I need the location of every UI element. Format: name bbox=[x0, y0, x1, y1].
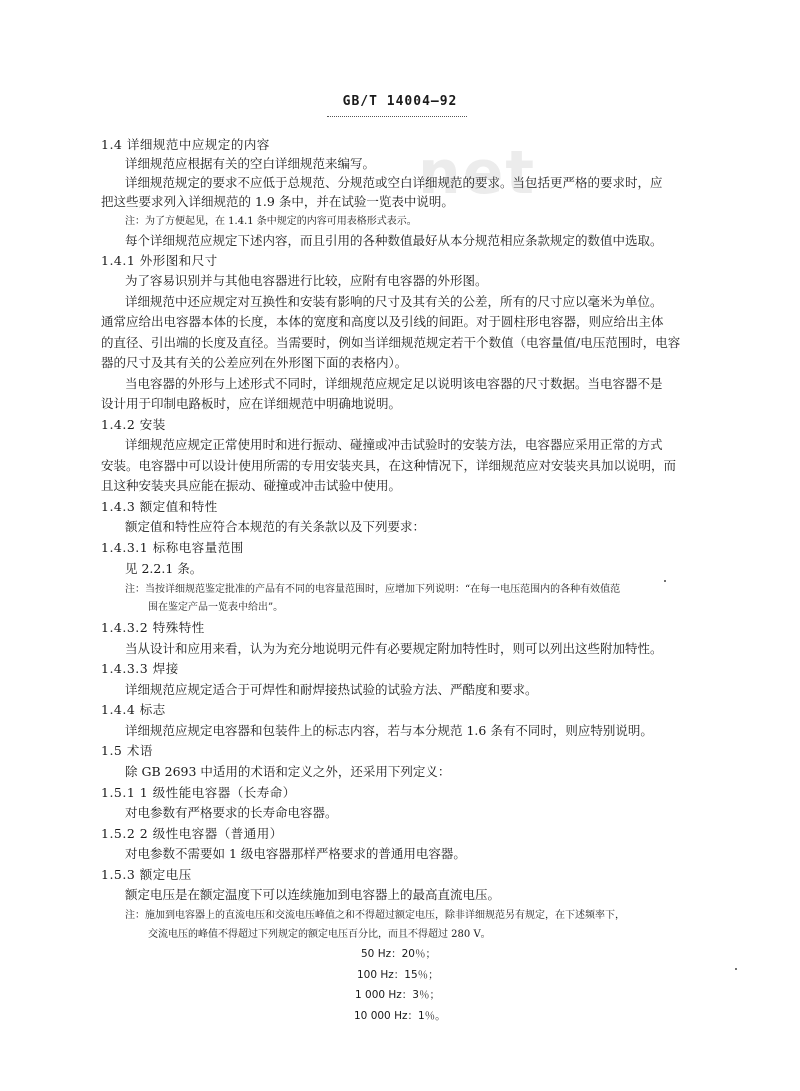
paragraph-line: 详细规范规定的要求不应低于总规范、分规范或空白详细规范的要求。当包括更严格的要求时，应 bbox=[125, 175, 663, 190]
section-heading-1-4-2: 1.4.2 安装 bbox=[101, 417, 166, 432]
note-line: 注：施加到电容器上的直流电压和交流电压峰值之和不得超过额定电压，除非详细规范另有规定，在下述频率下， bbox=[125, 910, 625, 921]
paragraph-line: 器的尺寸及其有关的公差应列在外形图下面的表格内）。 bbox=[101, 355, 408, 370]
note-line: 注：为了方便起见，在 1.4.1 条中规定的内容可用表格形式表示。 bbox=[125, 216, 417, 227]
paragraph-line: 把这些要求列入详细规范的 1.9 条中，并在试验一览表中说明。 bbox=[101, 194, 454, 209]
scan-speck bbox=[735, 968, 737, 970]
paragraph-line: 详细规范中还应规定对互换性和安装有影响的尺寸及其有关的公差，所有的尺寸应以毫米为单位。 bbox=[125, 294, 663, 309]
scan-speck bbox=[664, 580, 666, 582]
note-line: 注：当按详细规范鉴定批准的产品有不同的电容量范围时，应增加下列说明：“在每一电压范围内的各种有效值范 bbox=[125, 584, 621, 595]
watermark-text: net bbox=[418, 138, 537, 208]
paragraph-line: 为了容易识别并与其他电容器进行比较，应附有电容器的外形图。 bbox=[125, 273, 488, 288]
paragraph-line: 且这种安装夹具应能在振动、碰撞或冲击试验中使用。 bbox=[101, 478, 402, 493]
paragraph-line: 对电参数有严格要求的长寿命电容器。 bbox=[125, 805, 338, 820]
section-heading-1-4: 1.4 详细规范中应规定的内容 bbox=[101, 137, 270, 152]
paragraph-line: 见 2.2.1 条。 bbox=[125, 561, 203, 576]
paragraph-line: 对电参数不需要如 1 级电容器那样严格要求的普通用电容器。 bbox=[125, 846, 466, 861]
paragraph-line: 当从设计和应用来看，认为为充分地说明元件有必要规定附加特性时，则可以列出这些附加特性。 bbox=[125, 641, 663, 656]
paragraph-line: 安装。电容器中可以设计使用所需的专用安装夹具，在这种情况下，详细规范应对安装夹具加以说明，而 bbox=[101, 458, 677, 473]
section-heading-1-4-3: 1.4.3 额定值和特性 bbox=[101, 499, 218, 514]
section-heading-1-5-3: 1.5.3 额定电压 bbox=[101, 867, 192, 882]
frequency-list-item: 50 Hz：20％； bbox=[361, 948, 436, 960]
section-heading-1-4-1: 1.4.1 外形图和尺寸 bbox=[101, 253, 218, 268]
note-line: 交流电压的峰值不得超过下列规定的额定电压百分比，而且不得超过 280 V。 bbox=[148, 929, 491, 940]
frequency-list-item: 10 000 Hz：1％。 bbox=[354, 1010, 446, 1022]
paragraph-line: 额定值和特性应符合本规范的有关条款以及下列要求： bbox=[125, 519, 426, 534]
section-heading-1-4-4: 1.4.4 标志 bbox=[101, 702, 166, 717]
section-heading-1-5: 1.5 术语 bbox=[101, 743, 153, 758]
section-heading-1-5-2: 1.5.2 2 级性电容器（普通用） bbox=[101, 826, 283, 841]
paragraph-line: 除 GB 2693 中适用的术语和定义之外，还采用下列定义： bbox=[125, 764, 451, 779]
paragraph-line: 额定电压是在额定温度下可以连续施加到电容器上的最高直流电压。 bbox=[125, 887, 501, 902]
header-rule bbox=[327, 116, 467, 117]
section-heading-1-4-3-2: 1.4.3.2 特殊特性 bbox=[101, 620, 205, 635]
standard-code-header: GB/T 14004—92 bbox=[342, 94, 458, 109]
paragraph-line: 详细规范应根据有关的空白详细规范来编写。 bbox=[125, 156, 376, 171]
frequency-list-item: 1 000 Hz：3％； bbox=[355, 989, 440, 1001]
paragraph-line: 的直径、引出端的长度及直径。当需要时，例如当详细规范规定若干个数值（电容量值/电压范围时，电容 bbox=[101, 335, 681, 350]
section-heading-1-5-1: 1.5.1 1 级性能电容器（长寿命） bbox=[101, 785, 296, 800]
paragraph-line: 详细规范应规定正常使用时和进行振动、碰撞或冲击试验时的安装方法，电容器应采用正常的方式 bbox=[125, 437, 663, 452]
paragraph-line: 通常应给出电容器本体的长度，本体的宽度和高度以及引线的间距。对于圆柱形电容器，则应给出主体 bbox=[101, 314, 664, 329]
note-line: 围在鉴定产品一览表中给出”。 bbox=[148, 602, 284, 613]
frequency-list-item: 100 Hz：15％； bbox=[357, 969, 439, 981]
paragraph-line: 每个详细规范应规定下述内容，而且引用的各种数值最好从本分规范相应条款规定的数值中选取。 bbox=[125, 233, 663, 248]
paragraph-line: 详细规范应规定电容器和包装件上的标志内容，若与本分规范 1.6 条有不同时，则应特别说明。 bbox=[125, 723, 653, 738]
section-heading-1-4-3-3: 1.4.3.3 焊接 bbox=[101, 661, 179, 676]
paragraph-line: 详细规范应规定适合于可焊性和耐焊接热试验的试验方法、严酷度和要求。 bbox=[125, 682, 538, 697]
section-heading-1-4-3-1: 1.4.3.1 标称电容量范围 bbox=[101, 540, 244, 555]
paragraph-line: 设计用于印制电路板时，应在详细规范中明确地说明。 bbox=[101, 396, 402, 411]
paragraph-line: 当电容器的外形与上述形式不同时，详细规范应规定足以说明该电容器的尺寸数据。当电容器不是 bbox=[125, 376, 663, 391]
